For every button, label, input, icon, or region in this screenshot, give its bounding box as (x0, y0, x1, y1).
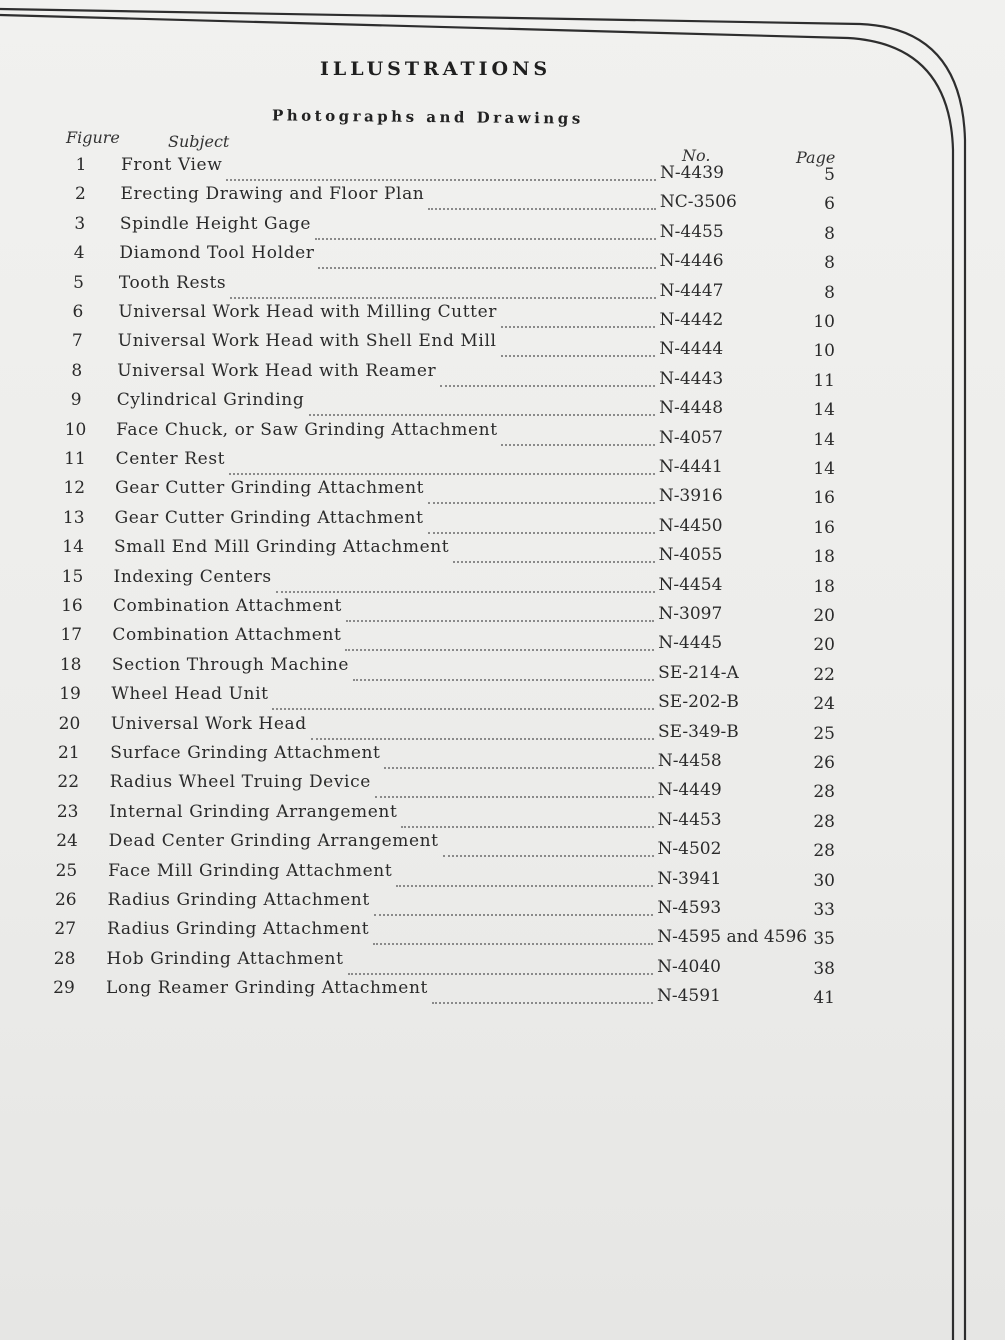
page-number: 16 (813, 488, 835, 509)
table-row (0, 213, 1005, 244)
drawing-number: N-4446 (659, 251, 724, 272)
page-number: 16 (813, 517, 835, 538)
page-number: 20 (813, 635, 835, 656)
figure-subject: Erecting Drawing and Floor Plan (120, 184, 425, 205)
figure-subject: Tooth Rests (118, 272, 227, 293)
page-number: 5 (824, 165, 835, 185)
figure-number: 29 (53, 978, 75, 999)
page-number: 41 (813, 988, 835, 1009)
table-row (0, 684, 1005, 715)
drawing-number: N-4448 (659, 398, 724, 419)
table-row (0, 302, 1005, 332)
drawing-number: N-4454 (658, 574, 723, 595)
drawing-number: N-4502 (657, 839, 722, 860)
figure-number: 22 (57, 772, 80, 793)
drawing-number: SE-202-B (658, 692, 739, 713)
table-row (0, 596, 1005, 626)
table-row (0, 831, 1005, 862)
table-row (0, 713, 1005, 744)
leader-dots (501, 310, 655, 328)
table-row (0, 948, 1005, 979)
table-row (0, 860, 1005, 891)
figure-subject: Front View (121, 155, 223, 175)
figure-subject: Spindle Height Gage (119, 213, 312, 234)
drawing-number: N-4445 (658, 633, 723, 654)
figure-subject: Cylindrical Grinding (116, 390, 305, 411)
drawing-number: N-4453 (657, 809, 722, 830)
figure-subject: Universal Work Head (110, 713, 307, 734)
drawing-number: N-4444 (659, 339, 724, 360)
figure-number: 17 (60, 625, 83, 646)
leader-dots (440, 369, 655, 387)
column-header-page: Page (796, 148, 836, 167)
leader-dots (318, 251, 656, 269)
drawing-number: N-4593 (657, 898, 722, 918)
page-number: 14 (813, 400, 835, 421)
table-row (0, 419, 1005, 450)
drawing-number: N-4449 (657, 780, 722, 801)
page-number: 14 (813, 429, 835, 450)
page-number: 38 (813, 958, 835, 979)
leader-dots (428, 516, 655, 534)
drawing-number: N-4439 (660, 163, 724, 183)
page-number: 8 (824, 282, 835, 303)
leader-dots (501, 428, 655, 446)
figure-subject: Universal Work Head with Shell End Mill (117, 331, 497, 352)
leader-dots (315, 222, 656, 240)
page-number: 28 (813, 811, 835, 832)
drawing-number: N-4447 (659, 280, 724, 301)
drawing-number: N-4443 (659, 368, 724, 389)
leader-dots (226, 163, 656, 181)
leader-dots (345, 633, 654, 651)
leader-dots (311, 722, 654, 740)
leader-dots (230, 281, 656, 299)
leader-dots (373, 927, 653, 945)
leader-dots (276, 575, 655, 593)
page-number: 10 (813, 312, 835, 332)
figure-subject: Face Chuck, or Saw Grinding Attachment (116, 419, 498, 440)
column-header-no: No. (682, 146, 711, 165)
page-number: 24 (813, 694, 835, 715)
figure-number: 1 (75, 155, 87, 175)
figure-subject: Internal Grinding Arrangement (109, 801, 398, 822)
figure-number: 19 (59, 684, 81, 705)
page-number: 8 (824, 223, 835, 244)
table-row (0, 625, 1005, 656)
figure-number: 3 (74, 213, 86, 234)
figure-number: 7 (71, 331, 83, 352)
figure-subject: Dead Center Grinding Arrangement (108, 831, 439, 852)
table-row (0, 478, 1005, 509)
figure-number: 13 (62, 507, 85, 528)
page-number: 20 (813, 606, 835, 626)
leader-dots (453, 545, 655, 563)
leader-dots (401, 810, 654, 828)
page-subtitle: Photographs and Drawings (271, 106, 584, 128)
table-row (0, 272, 1005, 303)
drawing-number: N-4455 (659, 221, 724, 242)
drawing-number: SE-214-A (658, 662, 739, 683)
table-row (0, 654, 1005, 685)
drawing-number: N-3916 (658, 486, 723, 507)
drawing-number: NC-3506 (659, 192, 737, 213)
figure-number: 8 (71, 360, 83, 381)
figure-number: 10 (64, 419, 87, 440)
leader-dots (501, 339, 655, 357)
figure-number: 9 (70, 390, 82, 411)
table-row (0, 978, 1005, 1009)
drawing-number: N-4450 (658, 515, 723, 536)
drawing-number: N-3941 (657, 868, 722, 889)
figure-subject: Combination Attachment (112, 596, 342, 616)
page-number: 28 (813, 841, 835, 862)
column-header-subject: Subject (168, 132, 230, 151)
drawing-number: N-4057 (659, 427, 723, 448)
figure-subject: Radius Grinding Attachment (107, 919, 370, 940)
table-row (0, 243, 1005, 274)
table-row (0, 566, 1005, 597)
page-number: 25 (813, 723, 835, 744)
figure-subject: Indexing Centers (113, 566, 272, 587)
figure-number: 4 (73, 243, 85, 264)
table-row (0, 919, 1005, 950)
page-number: 35 (813, 929, 835, 950)
drawing-number: N-4458 (657, 751, 722, 771)
page-number: 28 (813, 782, 835, 803)
figure-number: 28 (53, 948, 76, 969)
figure-subject: Universal Work Head with Reamer (117, 360, 437, 381)
page-number: 26 (813, 753, 835, 773)
leader-dots (432, 986, 653, 1004)
page-number: 10 (813, 341, 835, 362)
column-header-figure: Figure (66, 128, 120, 147)
table-row (0, 331, 1005, 362)
figure-number: 15 (61, 566, 84, 587)
leader-dots (309, 398, 655, 416)
leader-dots (396, 869, 653, 887)
figure-subject: Combination Attachment (112, 625, 342, 646)
figure-subject: Radius Wheel Truing Device (109, 772, 371, 793)
page-number: 30 (813, 870, 835, 891)
page-number: 18 (813, 547, 835, 568)
figure-subject: Gear Cutter Grinding Attachment (114, 507, 424, 528)
page-title: ILLUSTRATIONS (320, 58, 552, 80)
figure-subject: Surface Grinding Attachment (110, 743, 381, 763)
table-row (0, 801, 1005, 832)
figure-subject: Small End Mill Grinding Attachment (114, 537, 450, 558)
table-row (0, 537, 1005, 568)
leader-dots (353, 663, 654, 681)
page-number: 22 (813, 664, 835, 685)
figure-number: 6 (72, 302, 84, 322)
figure-number: 24 (56, 831, 78, 852)
drawing-number: N-4040 (657, 956, 721, 977)
page-number: 33 (813, 900, 835, 920)
page-number: 6 (824, 194, 835, 215)
table-row (0, 890, 1005, 920)
table-row (0, 507, 1005, 538)
figure-number: 11 (64, 449, 86, 469)
page-number: 18 (813, 576, 835, 597)
figure-subject: Section Through Machine (111, 654, 350, 675)
figure-subject: Face Mill Grinding Attachment (108, 860, 393, 881)
drawing-number: SE-349-B (657, 721, 739, 742)
leader-dots (374, 898, 653, 916)
drawing-number: N-4595 and 4596 (657, 927, 808, 948)
leader-dots (346, 604, 654, 622)
figure-number: 14 (62, 537, 84, 558)
figure-number: 12 (63, 478, 86, 499)
table-row (0, 360, 1005, 391)
leader-dots (348, 957, 653, 975)
page-number: 11 (813, 370, 835, 391)
drawing-number: N-4441 (658, 457, 723, 477)
figure-number: 16 (61, 596, 83, 616)
figure-number: 25 (55, 860, 78, 881)
figure-subject: Radius Grinding Attachment (107, 890, 370, 910)
table-row (0, 772, 1005, 803)
table-row (0, 184, 1005, 215)
figure-subject: Universal Work Head with Milling Cutter (118, 302, 497, 322)
figure-number: 27 (54, 919, 77, 940)
leader-dots (428, 192, 656, 210)
figure-number: 2 (74, 184, 86, 205)
drawing-number: N-3097 (658, 604, 723, 624)
figure-number: 20 (58, 713, 81, 734)
figure-number: 5 (73, 272, 84, 293)
leader-dots (428, 486, 655, 504)
figure-subject: Center Rest (115, 449, 226, 469)
figure-number: 18 (59, 654, 82, 675)
drawing-number: N-4442 (659, 310, 724, 330)
figure-subject: Wheel Head Unit (111, 684, 269, 705)
figure-subject: Gear Cutter Grinding Attachment (115, 478, 425, 499)
figure-subject: Diamond Tool Holder (119, 243, 315, 264)
page-number: 14 (813, 459, 835, 479)
leader-dots (272, 692, 654, 710)
leader-dots (229, 457, 655, 475)
table-row (0, 449, 1005, 479)
figure-subject: Hob Grinding Attachment (106, 948, 344, 969)
figure-subject: Long Reamer Grinding Attachment (106, 978, 428, 999)
table-row (0, 390, 1005, 421)
leader-dots (375, 780, 654, 798)
leader-dots (384, 751, 654, 769)
leader-dots (443, 839, 654, 857)
figure-number: 23 (56, 801, 79, 822)
page-number: 8 (824, 253, 835, 274)
table-row (0, 743, 1005, 773)
figure-number: 26 (54, 890, 77, 910)
drawing-number: N-4591 (657, 986, 721, 1007)
figure-number: 21 (58, 743, 80, 763)
table-row (0, 155, 1005, 185)
drawing-number: N-4055 (658, 545, 723, 566)
